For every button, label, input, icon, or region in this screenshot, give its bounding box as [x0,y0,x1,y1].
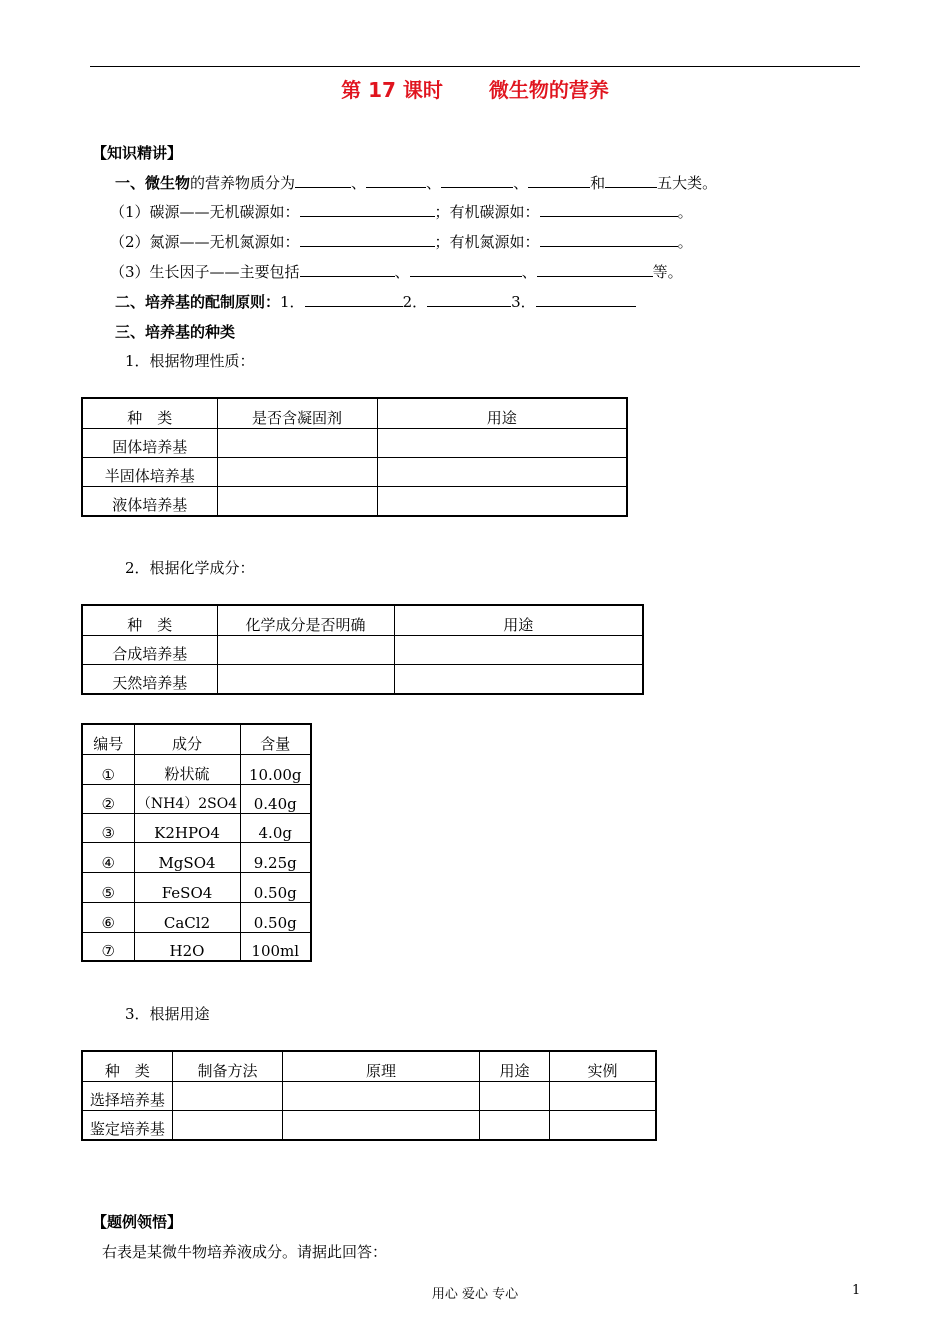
table-cell[interactable] [217,457,377,486]
carbon-label: （1）碳源——无机碳源如： [110,203,300,221]
table-cell[interactable] [217,664,394,694]
table-cell[interactable] [217,635,394,664]
chemical-heading: 2．根据化学成分： [125,559,255,577]
blank[interactable] [295,173,351,188]
growth-label: （3）生长因子——主要包括 [110,263,300,281]
principles-label: 二、培养基的配制原则： [115,293,281,311]
table-header: 用途 [479,1051,549,1081]
lesson-topic: 微生物的营养 [488,78,609,102]
growth-end: 等。 [652,263,683,281]
separator: 、 [351,174,367,192]
nutrients-end: 五大类。 [657,174,718,192]
footer-text: 用心 爱心 专心 [431,1287,519,1302]
table-cell: 固体培养基 [82,428,217,457]
table-cell[interactable] [377,428,627,457]
table-cell: ① [82,754,134,784]
table-header: 是否含凝固剂 [217,398,377,428]
principles-line [115,291,636,312]
table-cell: 0.50g [240,872,311,902]
table-cell[interactable] [377,486,627,516]
lesson-number: 第 17 课时 [341,78,443,102]
table-cell: ⑤ [82,872,134,902]
section-knowledge-header: 【知识精讲】 [92,144,183,162]
separator: 、 [426,174,442,192]
table-cell: 4.0g [240,813,311,842]
table-header: 成分 [134,724,240,754]
nutrients-text: 的营养物质分为 [190,174,296,192]
table-header: 用途 [394,605,643,635]
table-cell: K2HPO4 [134,813,240,842]
table-cell: 半固体培养基 [82,457,217,486]
principle-1: 1． [280,293,305,311]
table-cell: 粉状硫 [134,754,240,784]
table-cell: 0.50g [240,902,311,932]
blank[interactable] [536,292,636,307]
table-cell[interactable] [479,1110,549,1140]
principle-2: 2． [402,293,428,311]
period: 。 [677,233,693,251]
nutrients-line [115,172,717,193]
table-cell: 鉴定培养基 [82,1110,172,1140]
use-heading: 3．根据用途 [125,1005,210,1023]
page-number: 1 [852,1283,861,1298]
page-title [0,74,950,103]
table-chemical [81,604,644,695]
table-cell[interactable] [394,664,643,694]
table-cell[interactable] [479,1081,549,1110]
table-cell: 100ml [240,932,311,961]
blank[interactable] [305,292,403,307]
table-cell: ② [82,784,134,813]
example-text: 右表是某微牛物培养液成分。请据此回答： [102,1243,388,1261]
nitrogen-label: （2）氮源——无机氮源如： [110,233,300,251]
table-cell[interactable] [172,1110,282,1140]
separator: 、 [521,263,537,281]
types-heading: 三、培养基的种类 [115,323,236,341]
period: 。 [677,203,693,221]
principle-3: 3． [511,293,536,311]
table-cell: ⑦ [82,932,134,961]
table-cell: 9.25g [240,842,311,872]
nitrogen-organic-label: ；有机氮源如： [434,233,540,251]
separator: 、 [394,263,410,281]
table-cell[interactable] [550,1110,656,1140]
blank[interactable] [537,262,653,277]
table-cell: 0.40g [240,784,311,813]
table-header: 种 类 [82,605,217,635]
table-header: 种 类 [82,398,217,428]
and-word: 和 [590,174,606,192]
table-cell: ③ [82,813,134,842]
table-cell: 液体培养基 [82,486,217,516]
section-example-header: 【题例领悟】 [92,1213,183,1231]
table-cell[interactable] [283,1081,480,1110]
table-cell: 合成培养基 [82,635,217,664]
blank[interactable] [366,173,426,188]
blank[interactable] [300,262,395,277]
table-header: 用途 [377,398,627,428]
table-cell: H2O [134,932,240,961]
table-cell[interactable] [283,1110,480,1140]
table-physical [81,397,628,517]
nitrogen-line [110,231,693,252]
blank[interactable] [605,173,657,188]
table-cell[interactable] [172,1081,282,1110]
blank[interactable] [528,173,590,188]
blank[interactable] [300,202,435,217]
table-cell[interactable] [377,457,627,486]
physical-heading: 1．根据物理性质： [125,352,255,370]
header-rule [90,66,860,67]
carbon-line [110,201,693,222]
table-cell: FeSO4 [134,872,240,902]
table-header: 编号 [82,724,134,754]
table-header: 制备方法 [172,1051,282,1081]
table-cell: CaCl2 [134,902,240,932]
blank[interactable] [540,202,678,217]
separator: 、 [513,174,529,192]
table-cell: 10.00g [240,754,311,784]
table-header: 原理 [283,1051,480,1081]
blank[interactable] [300,232,435,247]
table-header: 含量 [240,724,311,754]
table-use [81,1050,657,1141]
blank[interactable] [441,173,513,188]
table-header: 实例 [550,1051,656,1081]
blank[interactable] [427,292,511,307]
blank[interactable] [540,232,678,247]
table-header: 种 类 [82,1051,172,1081]
carbon-organic-label: ；有机碳源如： [434,203,540,221]
table-cell[interactable] [217,428,377,457]
table-cell[interactable] [394,635,643,664]
table-cell: （NH4）2SO4 [134,784,240,813]
table-cell: ⑥ [82,902,134,932]
table-cell: 选择培养基 [82,1081,172,1110]
table-components [81,723,312,962]
table-cell: 天然培养基 [82,664,217,694]
blank[interactable] [410,262,522,277]
nutrients-prefix: 一、微生物 [115,174,191,192]
table-cell[interactable] [550,1081,656,1110]
table-cell: ④ [82,842,134,872]
growth-line [110,261,683,282]
table-header: 化学成分是否明确 [217,605,394,635]
table-cell[interactable] [217,486,377,516]
table-cell: MgSO4 [134,842,240,872]
